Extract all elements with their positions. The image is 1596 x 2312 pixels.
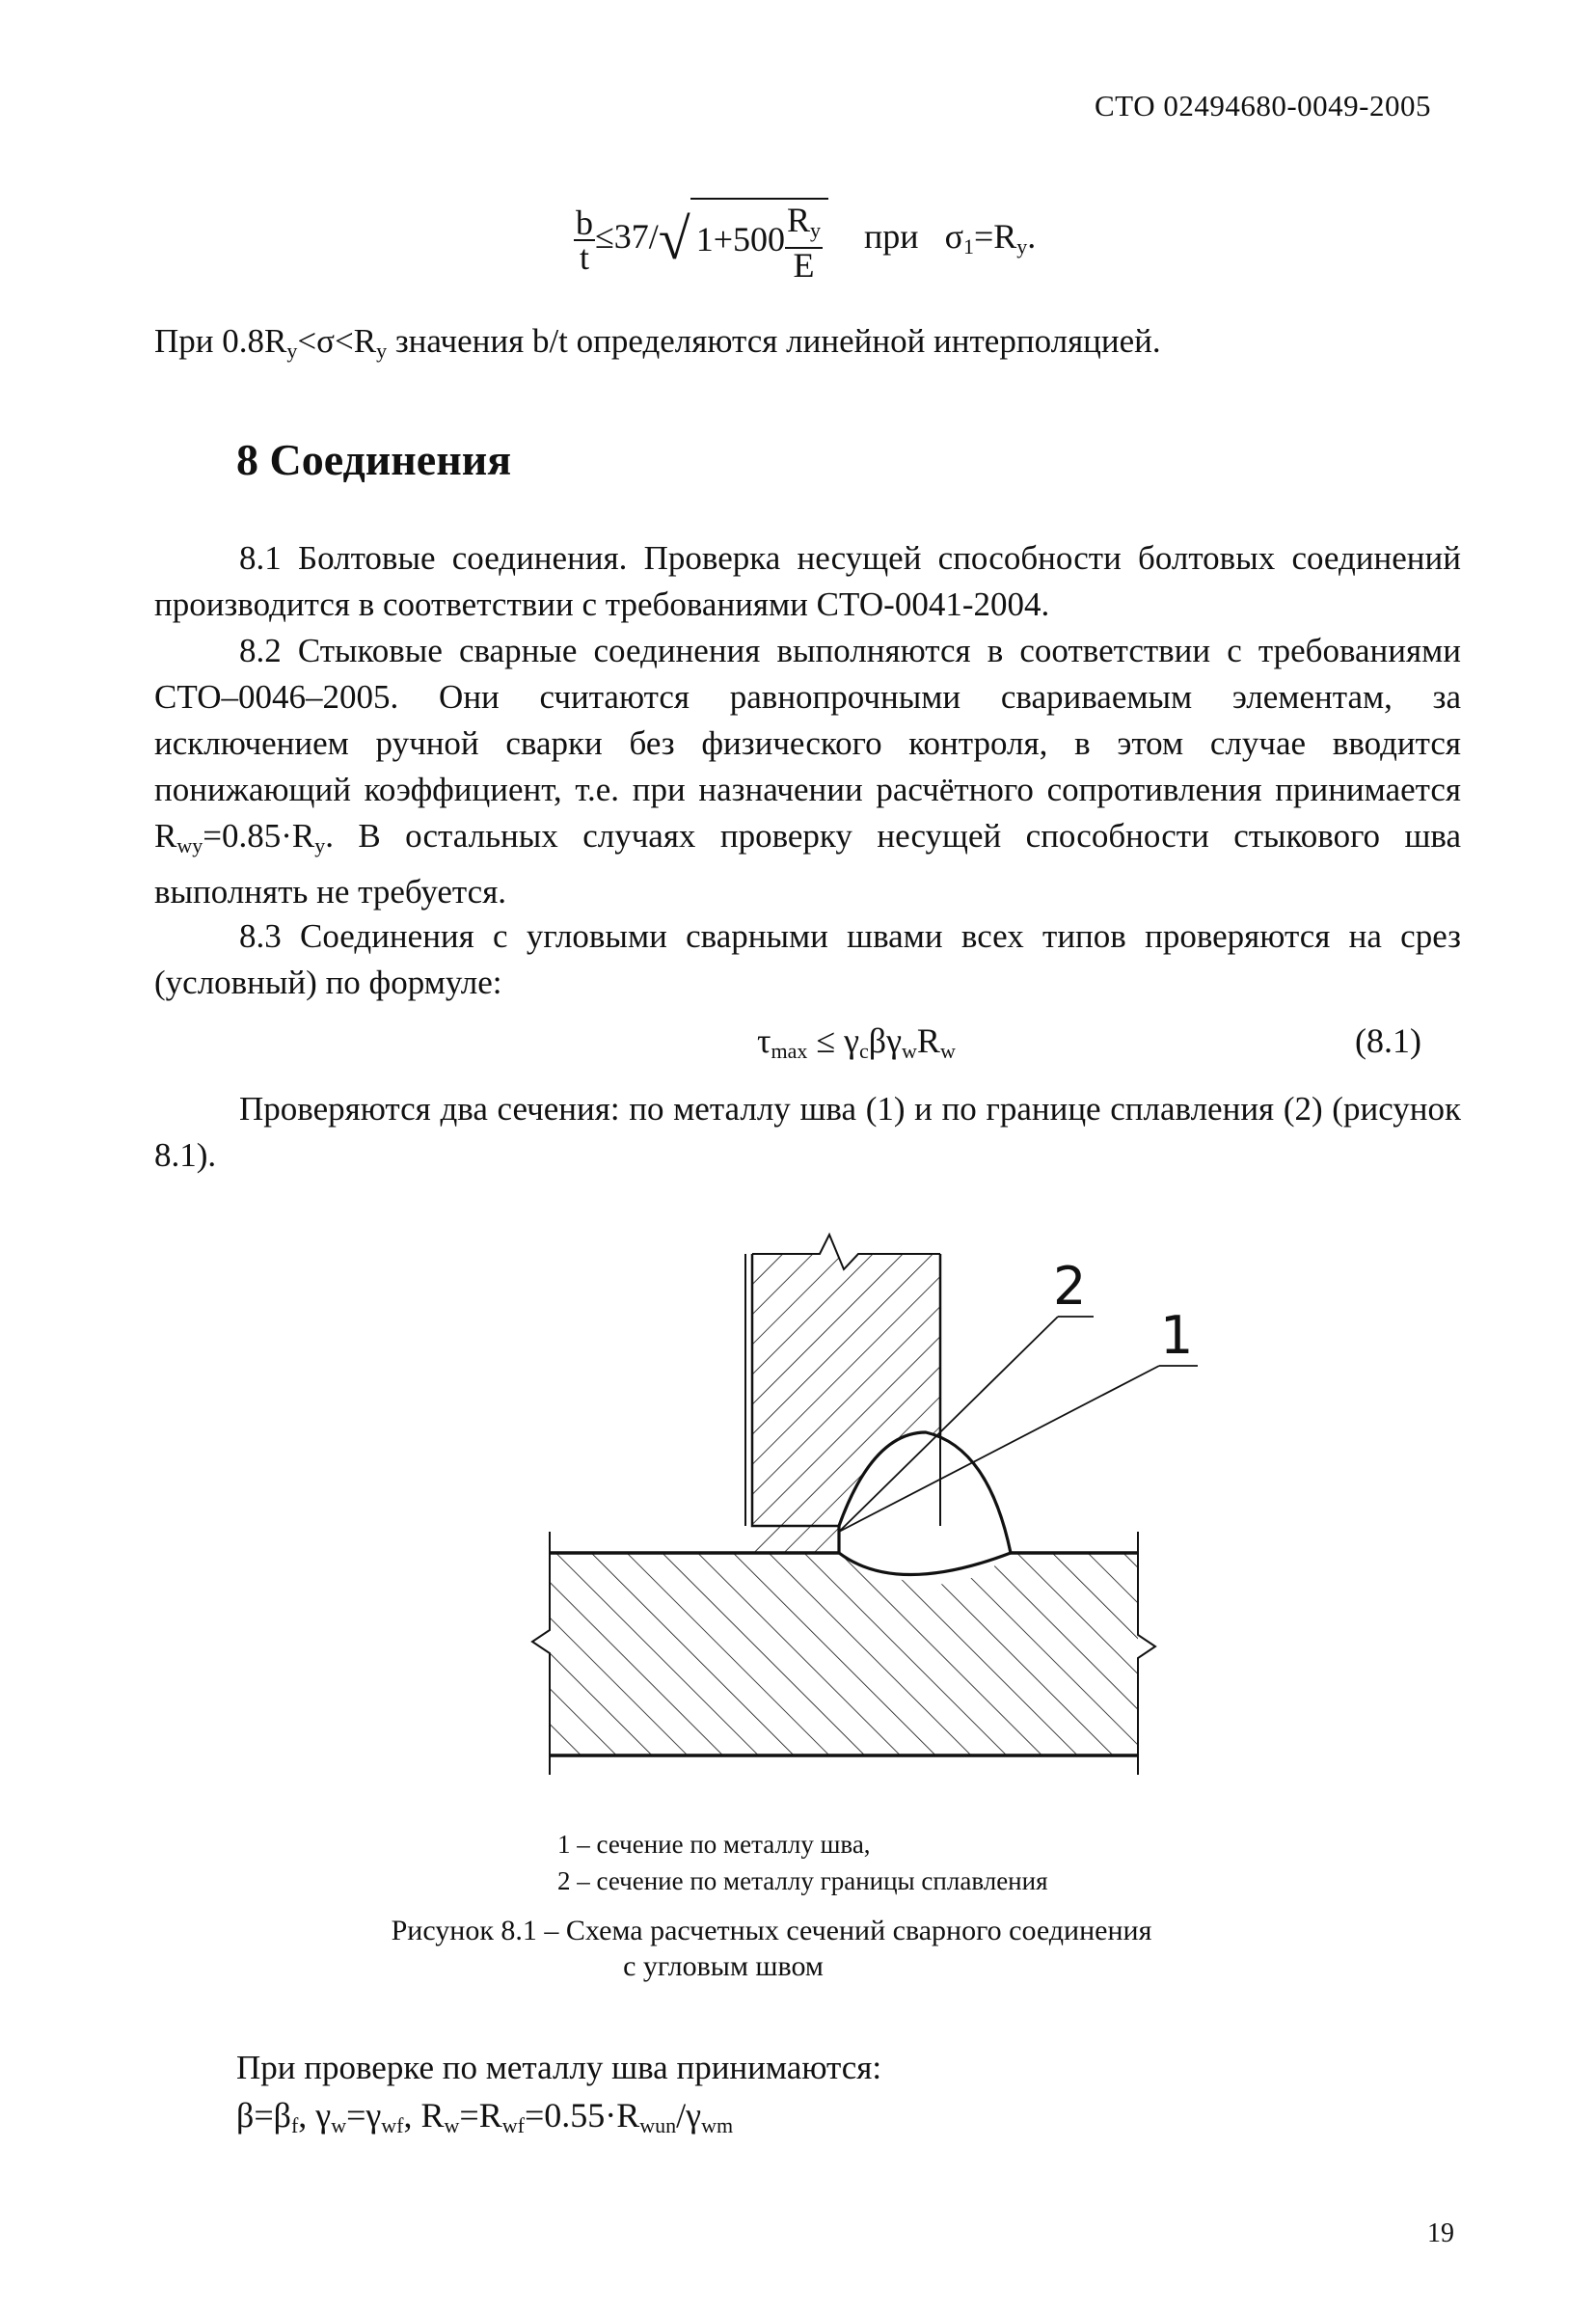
document-code: СТО 02494680-0049-2005 — [1095, 89, 1431, 122]
formula-rel: ≤37/ — [595, 216, 659, 256]
root-fraction — [785, 201, 823, 285]
formula-number: (8.1) — [1355, 1021, 1421, 1060]
interp-line: При $0.8R_y<\sigma<R_y$ значения b/t определяются линейной интерполяцией. — [154, 322, 1161, 363]
base-plate — [532, 1532, 1155, 1775]
root-num: $R_y$ — [785, 204, 823, 249]
sqrt-sign: √ — [658, 207, 690, 271]
frac-den: t — [579, 237, 589, 277]
label-2: 2 — [1053, 1256, 1087, 1317]
label-1: 1 — [1160, 1305, 1194, 1366]
legend-1: 1 – сечение по металлу шва, — [557, 1830, 871, 1859]
page-number: 19 — [1427, 2218, 1454, 2248]
eq-ry: $=R_y$ — [973, 216, 1028, 258]
para-weld-metal: При проверке по металлу шва принимаются: — [236, 2049, 882, 2086]
para-8-1: 8.1 Болтовые соединения. Проверка несущей способности болтовых соединений производится в соответствии с требованиями СТО-0041-2004. — [154, 539, 1461, 623]
para-8-3: 8.3 Соединения с угловыми сварными швами всех типов проверяются на срез (условный) по формуле: — [154, 917, 1461, 1001]
weld-diagram — [511, 1225, 1194, 1794]
frac-num: b — [576, 203, 593, 242]
para-8-2: 8.2 Стыковые сварные соединения выполняются в соответствии с требованиями СТО–0046–2005. Они считаются равнопрочными свариваемым элементам, за исключением ручной сварки без физического контроля, в этом случае вводится понижающий коэффициент, т.е. при назначении расчётного сопротивления принимается $R_{wy}=0.85\cdot R_y$. В остальных случаях проверку несущей способности стыкового шва выполнять не требуется. — [154, 632, 1461, 911]
sqrt-body — [690, 198, 828, 285]
figure-caption-2: с угловым швом — [623, 1950, 824, 1982]
formula-tail: . — [1027, 216, 1037, 256]
section-title: 8 Соединения — [236, 435, 512, 484]
figure-caption-1: Рисунок 8.1 – Схема расчетных сечений сварного соединения — [391, 1915, 1152, 1946]
para-check: Проверяются два сечения: по металлу шва (1) и по границе сплавления (2) (рисунок 8.1). — [154, 1090, 1461, 1174]
sigma: $\sigma_1$ — [944, 216, 974, 258]
formula-8-1: $\tau_{max} \le \gamma_c\beta\gamma_wR_w$ — [757, 1021, 956, 1063]
root-den: E — [793, 246, 815, 285]
fraction-bt — [574, 203, 595, 277]
formula-cond: при — [864, 216, 919, 256]
root-lead: 1+500 — [695, 219, 786, 258]
legend-2: 2 – сечение по металлу границы сплавления — [557, 1866, 1048, 1895]
formula-bt — [574, 198, 1037, 285]
formula-last: $\beta=\beta_f$, $\gamma_w=\gamma_{wf}$, $R_w=R_{wf}=0.55\cdot R_{wun}/\gamma_{wm}$ — [236, 2096, 734, 2137]
